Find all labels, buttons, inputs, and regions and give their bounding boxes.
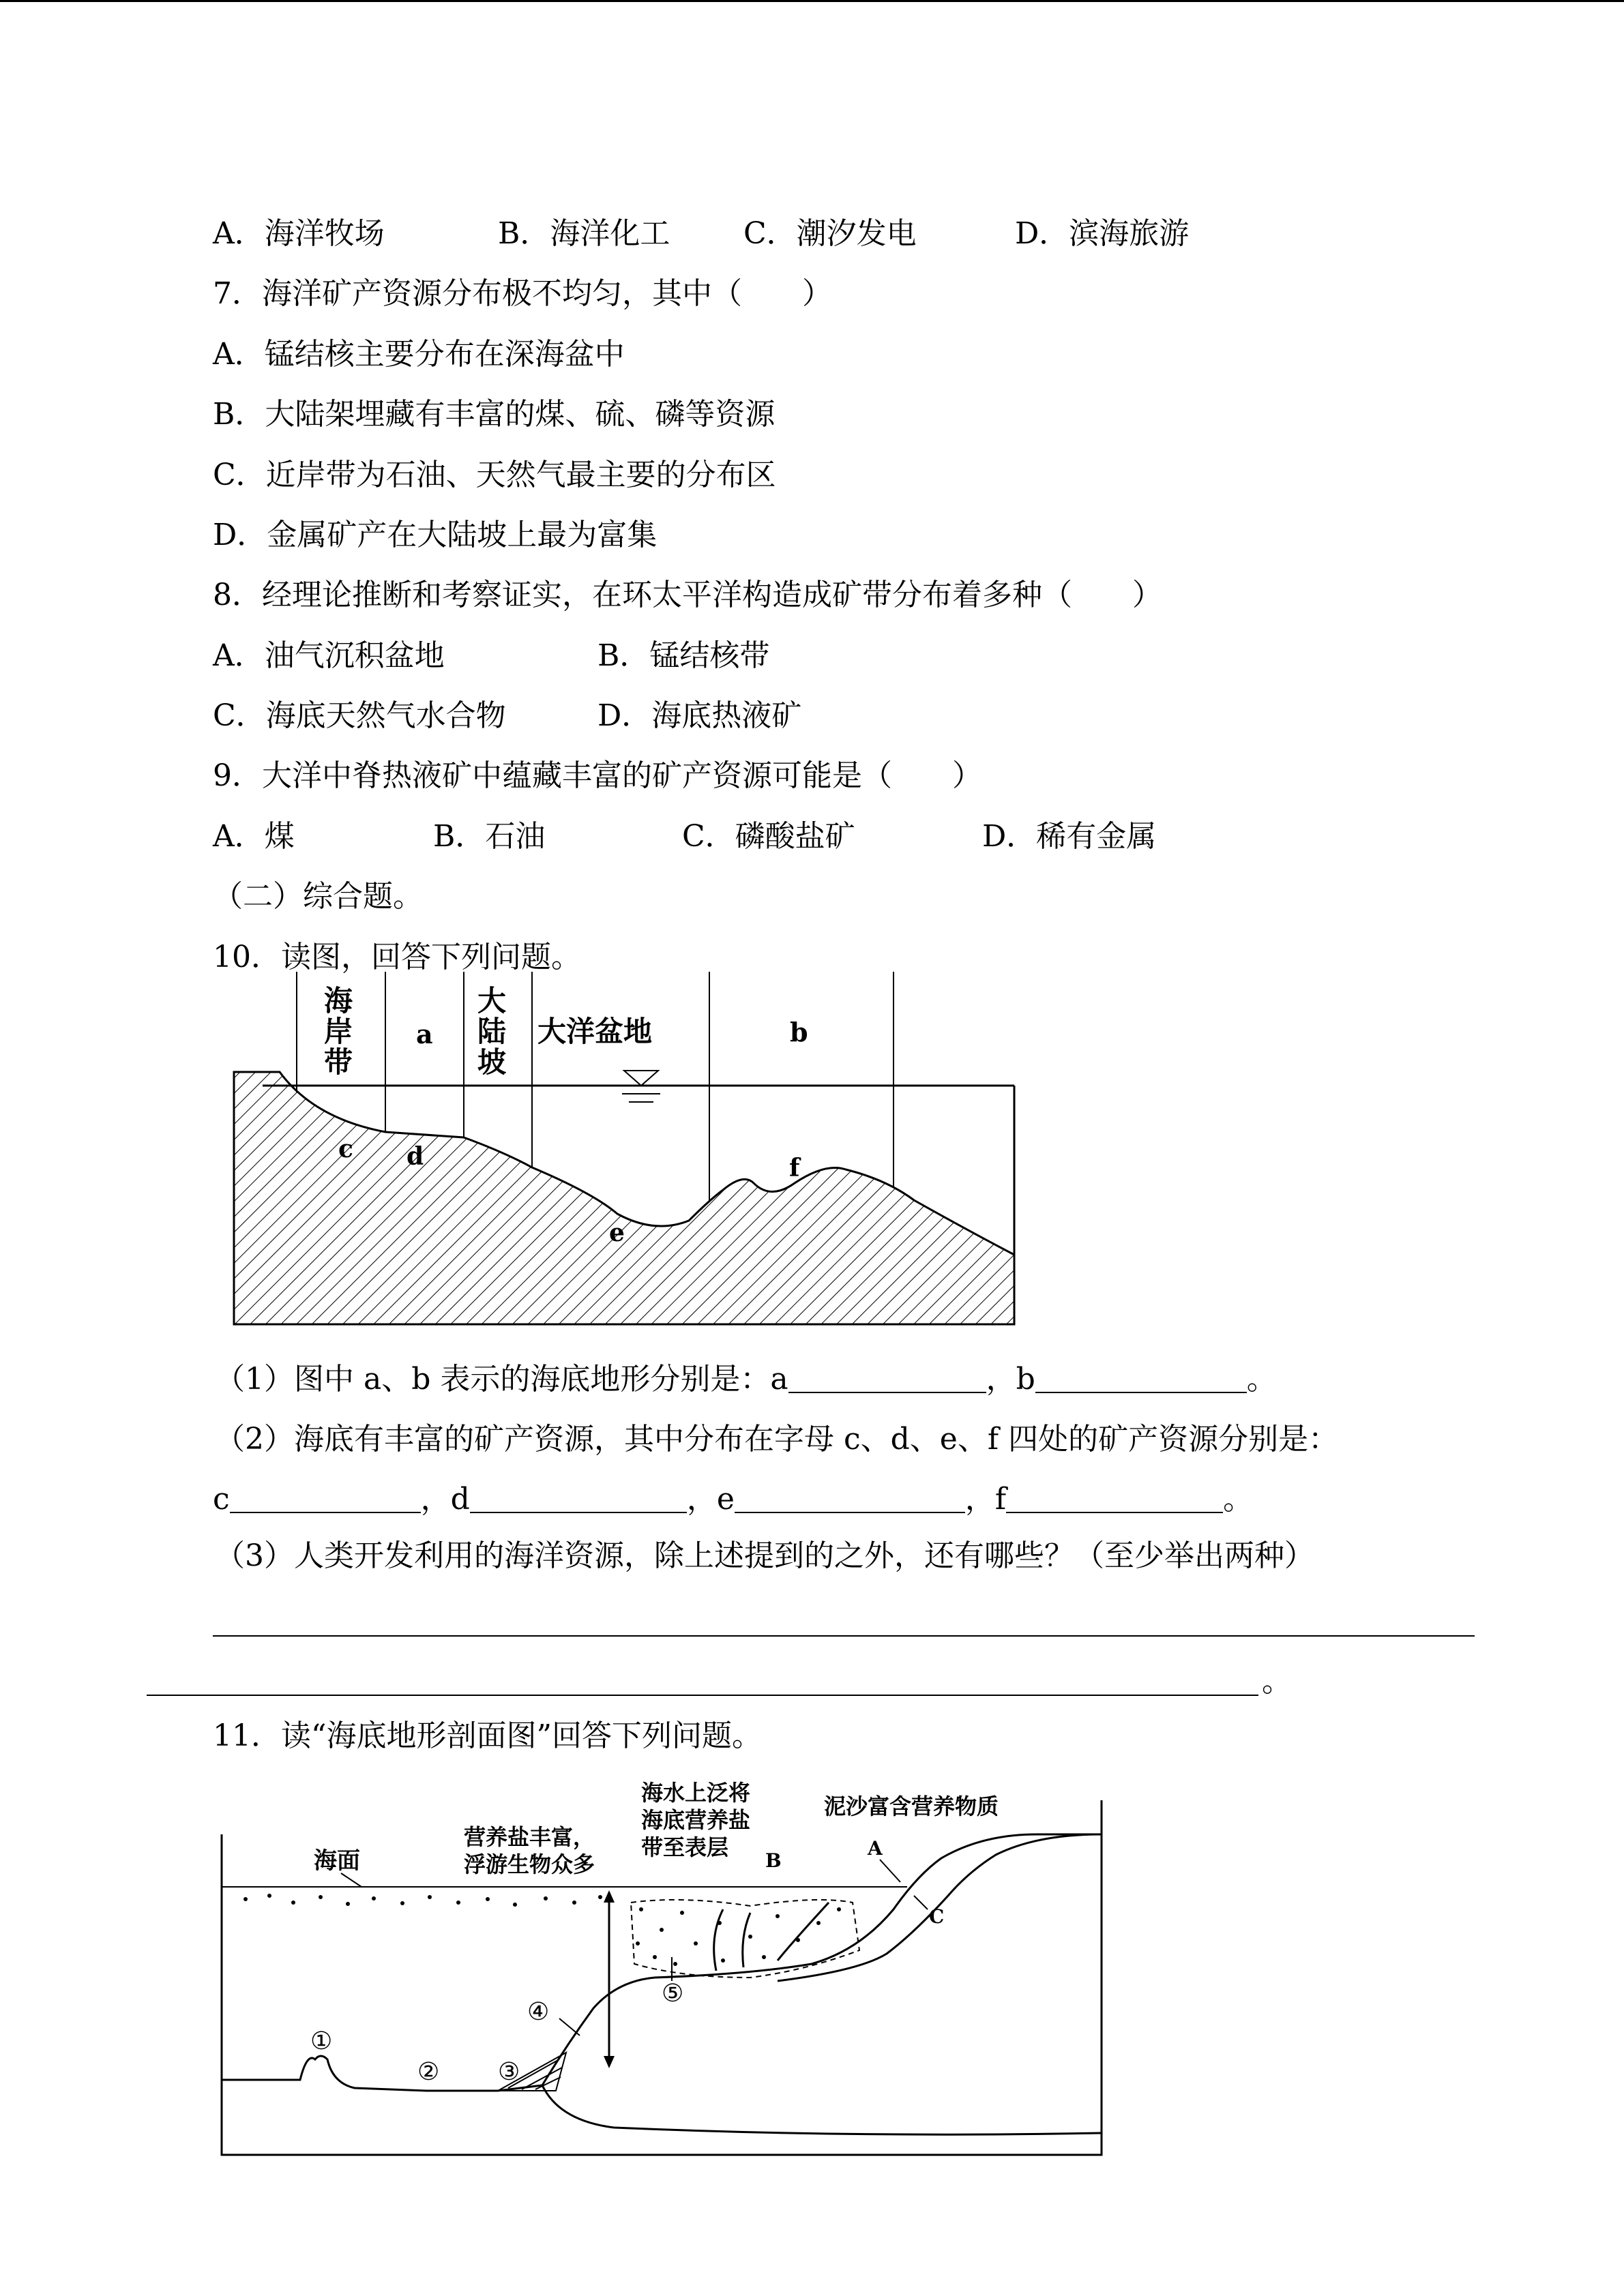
q9-stem: 9．大洋中脊热液矿中蕴藏丰富的矿产资源可能是（ ） xyxy=(213,758,982,793)
label-sea-surface: 海面 xyxy=(314,1847,360,1875)
label-shore-2: 岸 xyxy=(324,1015,353,1048)
q10-sub1 xyxy=(215,1360,1277,1399)
answer-blank-a[interactable] xyxy=(788,1365,986,1393)
label-upwelling-3: 带至表层 xyxy=(641,1834,729,1860)
seafloor-terrain xyxy=(234,1072,1014,1324)
plankton-dots xyxy=(243,1894,841,1966)
answer-blank-b[interactable] xyxy=(1035,1365,1247,1393)
q7-option-c: C．近岸带为石油、天然气最主要的分布区 xyxy=(213,458,776,492)
answer-line-1[interactable] xyxy=(213,1635,1475,1637)
label-2: ② xyxy=(417,2058,440,2086)
water-level-icon xyxy=(624,1071,658,1086)
label-nutrients-1: 营养盐丰富， xyxy=(464,1824,595,1850)
label-slope-2: 陆 xyxy=(477,1015,507,1048)
q10-sub3: （3）人类开发利用的海洋资源，除上述提到的之外，还有哪些？（至少举出两种） xyxy=(215,1538,1314,1573)
q9-option-c: C．磷酸盐矿 xyxy=(682,819,855,854)
q7-option-a: A．锰结核主要分布在深海盆中 xyxy=(213,337,625,372)
answer-blank-e[interactable] xyxy=(735,1485,965,1513)
label-upwelling-1: 海水上泛将 xyxy=(641,1780,751,1806)
q10-sub1-prefix: （1）图中 a、b 表示的海底地形分别是：a xyxy=(215,1362,788,1397)
q10-sub2-end: 。 xyxy=(1223,1482,1254,1517)
q8-option-c: C．海底天然气水合物 xyxy=(213,698,506,733)
answer-blank-f[interactable] xyxy=(1006,1485,1223,1513)
q9-option-a: A．煤 xyxy=(213,819,295,854)
label-5: ⑤ xyxy=(662,1980,684,2008)
q10-sub1-end: 。 xyxy=(1246,1362,1277,1397)
q7-stem: 7．海洋矿产资源分布极不均匀，其中（ ） xyxy=(213,276,832,311)
q10-sub2-e: ，e xyxy=(686,1482,735,1517)
q9-option-b: B．石油 xyxy=(433,819,546,854)
crust-boundary xyxy=(542,2085,1102,2134)
q10-sub2-d: ，d xyxy=(420,1482,470,1517)
label-ocean-basin: 大洋盆地 xyxy=(537,1015,653,1048)
q10-sub2-f: ，f xyxy=(964,1482,1007,1517)
label-shore-1: 海 xyxy=(324,984,353,1017)
label-C: C xyxy=(929,1905,945,1928)
label-d: d xyxy=(407,1142,424,1171)
q6-option-d: D．滨海旅游 xyxy=(1015,216,1190,251)
label-B: B xyxy=(765,1849,782,1872)
label-shore-3: 带 xyxy=(324,1045,353,1079)
label-4: ④ xyxy=(527,1998,550,2026)
q10-sub2-c: c xyxy=(213,1482,230,1517)
label-A: A xyxy=(868,1837,883,1860)
q10-sub2: （2）海底有丰富的矿产资源，其中分布在字母 c、d、e、f 四处的矿产资源分别是： xyxy=(215,1422,1339,1457)
q10-sub1-mid: ，b xyxy=(986,1362,1035,1397)
label-3: ③ xyxy=(498,2058,520,2086)
q8-option-b: B．锰结核带 xyxy=(597,638,770,673)
upwelling-zone xyxy=(631,1900,859,1978)
q10-sub2-blanks xyxy=(213,1480,1253,1519)
label-nutrients-2: 浮游生物众多 xyxy=(464,1851,595,1877)
q6-option-b: B．海洋化工 xyxy=(498,216,670,251)
answer-line-2[interactable] xyxy=(147,1695,1258,1696)
q8-stem: 8．经理论推断和考察证实，在环太平洋构造成矿带分布着多种（ ） xyxy=(213,578,1162,612)
label-slope-1: 大 xyxy=(477,984,507,1017)
label-b: b xyxy=(790,1017,808,1047)
q10-seafloor-figure xyxy=(225,968,1044,1337)
label-sediment: 泥沙富含营养物质 xyxy=(824,1793,999,1819)
label-a: a xyxy=(416,1019,433,1049)
q9-option-d: D．稀有金属 xyxy=(982,819,1157,854)
q7-option-d: D．金属矿产在大陆坡上最为富集 xyxy=(213,518,658,552)
q7-option-b: B．大陆架埋藏有丰富的煤、硫、磷等资源 xyxy=(213,397,776,432)
label-1: ① xyxy=(310,2027,333,2055)
label-c: c xyxy=(338,1135,353,1163)
answer-blank-c[interactable] xyxy=(230,1485,421,1513)
label-f: f xyxy=(789,1154,800,1182)
section-heading: （二）综合题。 xyxy=(213,879,423,914)
page-top-border xyxy=(0,0,1624,2)
label-upwelling-2: 海底营养盐 xyxy=(641,1807,751,1833)
q8-option-a: A．油气沉积盆地 xyxy=(213,638,445,673)
q6-option-c: C．潮汐发电 xyxy=(743,216,917,251)
label-slope-3: 坡 xyxy=(477,1045,507,1079)
q6-option-a: A．海洋牧场 xyxy=(213,216,385,251)
q11-stem: 11．读“海底地形剖面图”回答下列问题。 xyxy=(213,1718,762,1753)
label-e: e xyxy=(609,1219,625,1247)
q10-stem: 10．读图，回答下列问题。 xyxy=(213,940,581,974)
answer-blank-d[interactable] xyxy=(470,1485,687,1513)
q11-profile-figure xyxy=(211,1766,1119,2168)
answer-line-end: 。 xyxy=(1262,1664,1292,1699)
q8-option-d: D．海底热液矿 xyxy=(597,698,802,733)
